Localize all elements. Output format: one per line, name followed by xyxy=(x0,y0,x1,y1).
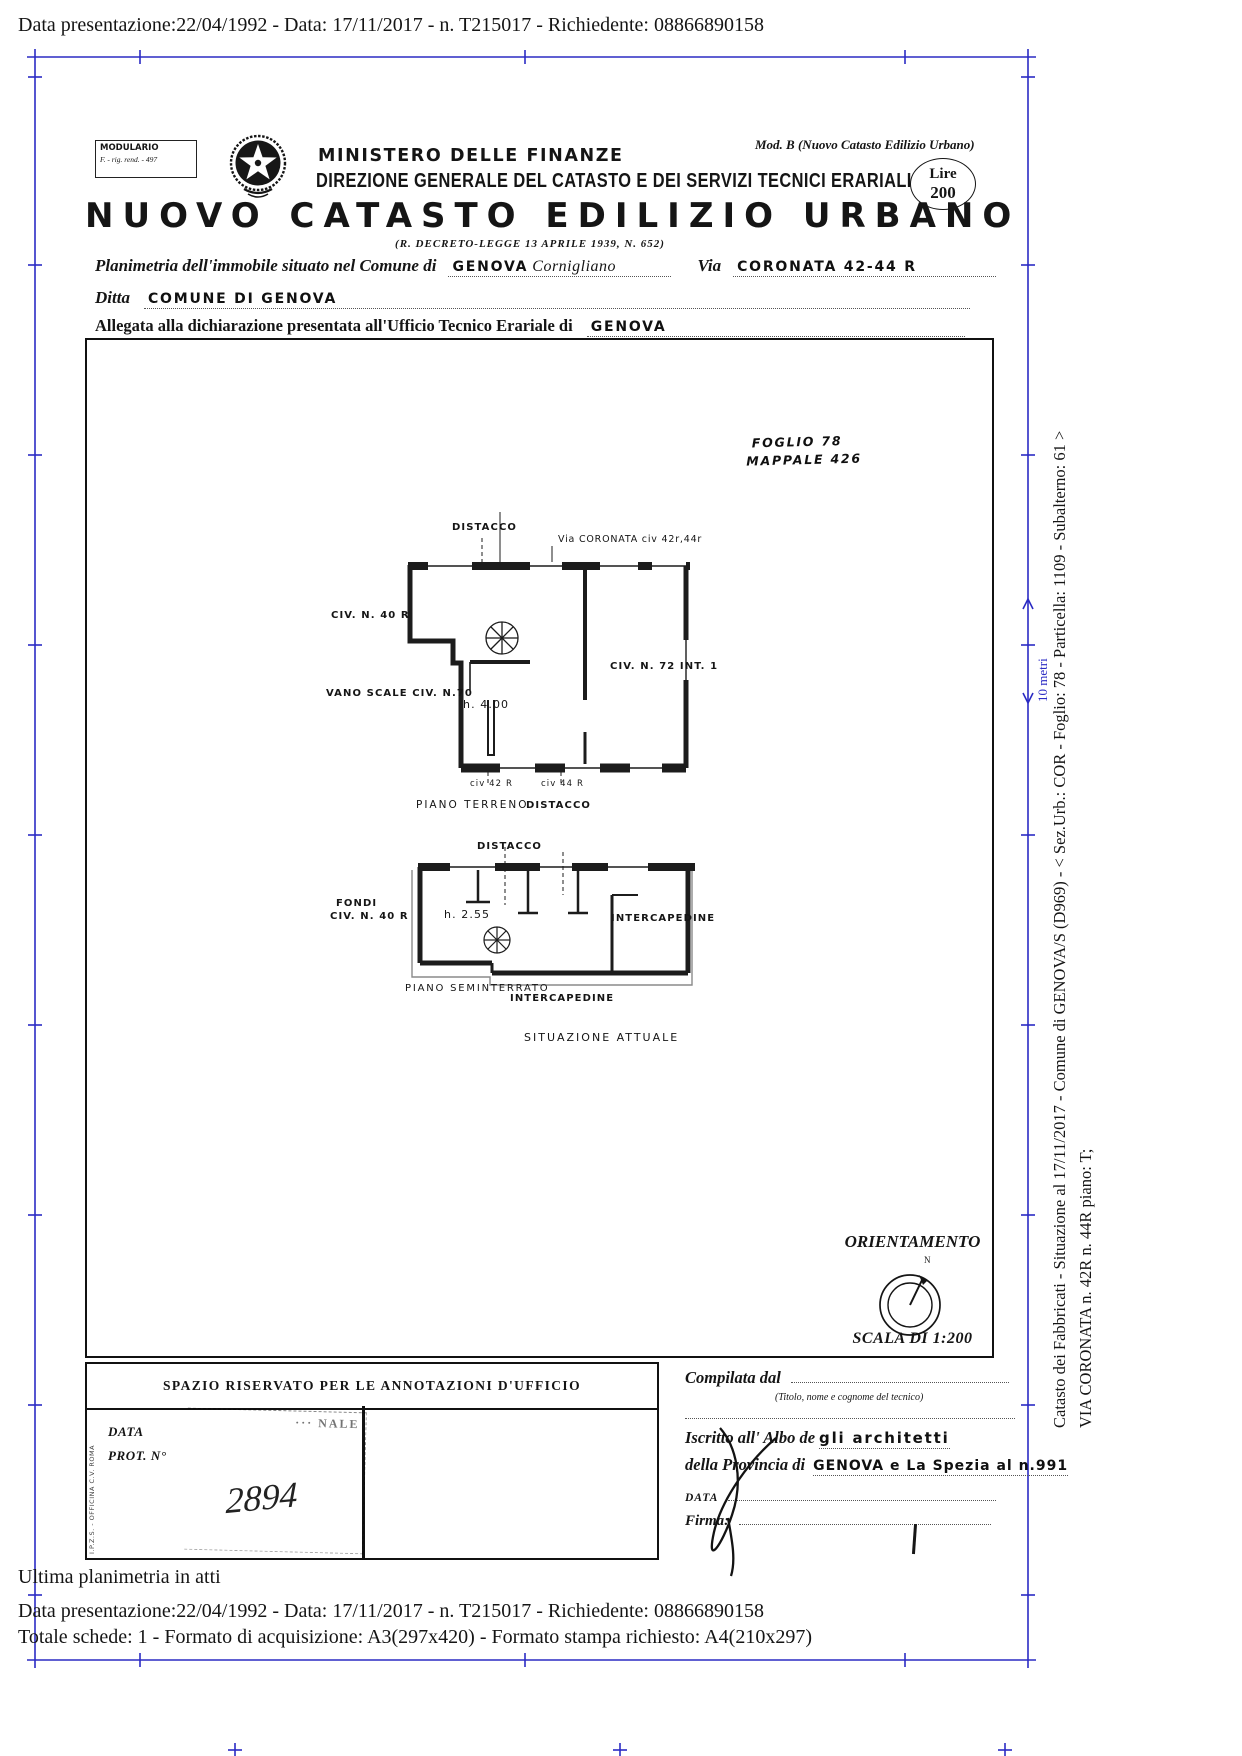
form-line-planimetria xyxy=(95,256,996,277)
footer-presentazione-line: Data presentazione:22/04/1992 - Data: 17/11/2017 - n. T215017 - Richiedente: 08866890158 xyxy=(18,1600,764,1622)
state-emblem xyxy=(226,131,290,205)
civ40-label: CIV. N. 40 R xyxy=(331,610,410,621)
compilata-row xyxy=(685,1368,1009,1388)
comune-value-2: Cornigliano xyxy=(532,258,617,275)
intercapedine-right-label: INTERCAPEDINE xyxy=(611,913,716,924)
ground-floor-plan xyxy=(370,480,710,810)
office-header-title: SPAZIO RISERVATO PER LE ANNOTAZIONI D'UFFICIO xyxy=(163,1378,581,1393)
ground-distacco-bottom-label: DISTACCO xyxy=(526,800,591,811)
situazione-attuale-caption: SITUAZIONE ATTUALE xyxy=(524,1031,680,1044)
intercapedine-bottom-label: INTERCAPEDINE xyxy=(510,993,615,1004)
scala-label: SCALA DI 1:200 xyxy=(852,1330,973,1347)
ditta-label: Ditta xyxy=(95,288,130,307)
office-content-box xyxy=(85,1406,659,1560)
decree-subtitle: (R. DECRETO-LEGGE 13 APRILE 1939, N. 652) xyxy=(395,238,665,250)
lire-value: 200 xyxy=(930,182,956,202)
lire-label: Lire xyxy=(929,165,957,182)
civ72-label: CIV. N. 72 INT. 1 xyxy=(610,661,719,672)
planimetria-label: Planimetria dell'immobile situato nel Comune di xyxy=(95,256,437,275)
comune-value: GENOVA xyxy=(452,259,529,275)
allegata-label: Allegata alla dichiarazione presentata all'Ufficio Tecnico Erariale di xyxy=(95,316,573,335)
office-stamp xyxy=(184,1408,367,1555)
compilata-label: Compilata dal xyxy=(685,1368,781,1387)
piano-seminterrato-caption: PIANO SEMINTERRATO xyxy=(405,983,550,994)
ufficio-value: GENOVA xyxy=(590,319,667,335)
modulario-line1: MODULARIO xyxy=(100,143,159,153)
margin-address-line: VIA CORONATA n. 42R n. 44R piano: T; xyxy=(1076,1148,1095,1428)
via-label: Via xyxy=(697,256,722,275)
office-prot-label: PROT. N° xyxy=(108,1448,167,1463)
form-line-allegata xyxy=(95,316,965,337)
compilata-rule xyxy=(685,1404,1015,1419)
provincia-label: della Provincia di xyxy=(685,1455,806,1474)
scale-marker-label: 10 metri xyxy=(1035,658,1050,702)
fondi-label-line1: FONDI xyxy=(336,898,378,909)
foglio-mappale-note xyxy=(746,433,863,469)
data2-label: DATA xyxy=(685,1492,719,1504)
ministry-title: MINISTERO DELLE FINANZE xyxy=(318,146,624,166)
civ44-label: civ 44 R xyxy=(541,779,584,789)
mod-b-label: Mod. B (Nuovo Catasto Edilizio Urbano) xyxy=(755,137,975,152)
modulario-box xyxy=(95,140,197,178)
iscritto-label: Iscritto all' Albo de xyxy=(685,1428,816,1447)
printer-imprint: I.P.Z.S. - OFFICINA C.V. ROMA xyxy=(88,1444,96,1554)
vano-scale-label: VANO SCALE CIV. N.70 xyxy=(326,688,473,699)
footer-formato-line: Totale schede: 1 - Formato di acquisizione: A3(297x420) - Formato stampa richiesto: A4(210x297) xyxy=(18,1626,812,1648)
fondi-label-line2: CIV. N. 40 R xyxy=(330,911,409,922)
stamp-protocol-number: 2894 xyxy=(225,1474,298,1522)
office-header-box xyxy=(85,1362,659,1410)
footer-ultima-line: Ultima planimetria in atti xyxy=(18,1566,221,1588)
form-line-ditta xyxy=(95,288,970,309)
piano-terreno-caption: PIANO TERRENO xyxy=(416,799,529,811)
stamp-fragment-text: ··· NALE xyxy=(294,1415,360,1432)
provincia-value: GENOVA e La Spezia al n.991 xyxy=(813,1458,1069,1474)
via-value: CORONATA 42-44 R xyxy=(737,259,917,275)
office-data-label: DATA xyxy=(108,1424,144,1439)
technician-signature xyxy=(690,1418,820,1578)
iscritto-value: gli architetti xyxy=(819,1429,950,1447)
ground-distacco-top-label: DISTACCO xyxy=(452,522,517,533)
spiral-staircase-icon xyxy=(484,927,510,953)
firma-label: Firma: xyxy=(685,1513,730,1529)
presentation-header-line: Data presentazione:22/04/1992 - Data: 17/11/2017 - n. T215017 - Richiedente: 08866890158 xyxy=(18,14,764,36)
modulario-line2: F. - rig. rend. - 497 xyxy=(100,155,158,164)
basement-distacco-label: DISTACCO xyxy=(477,841,542,852)
spiral-staircase-icon xyxy=(486,622,518,654)
orientamento-title: ORIENTAMENTO xyxy=(844,1232,981,1251)
margin-catasto-line: Catasto dei Fabbricati - Situazione al 17/11/2017 - Comune di GENOVA/S (D969) - < Sez.Urb.: COR - Foglio: 78 - Particella: 1109 - Subalterno: 61 > xyxy=(1050,430,1069,1428)
directorate-title: DIREZIONE GENERALE DEL CATASTO E DEI SERVIZI TECNICI ERARIALI xyxy=(316,170,912,192)
civ42-label: civ 42 R xyxy=(470,779,513,789)
ditta-value: COMUNE DI GENOVA xyxy=(147,291,338,307)
street-label: Via CORONATA civ 42r,44r xyxy=(558,534,703,545)
foglio-note: FOGLIO 78 xyxy=(751,433,843,451)
basement-height-label: h. 2.55 xyxy=(444,908,491,921)
ground-height-label: h. 4.00 xyxy=(463,698,510,711)
compilata-note: (Titolo, nome e cognome del tecnico) xyxy=(775,1392,924,1403)
document-title: NUOVO CATASTO EDILIZIO URBANO xyxy=(85,196,1021,236)
svg-text:N: N xyxy=(924,1255,931,1265)
mappale-note: MAPPALE 426 xyxy=(746,450,863,469)
